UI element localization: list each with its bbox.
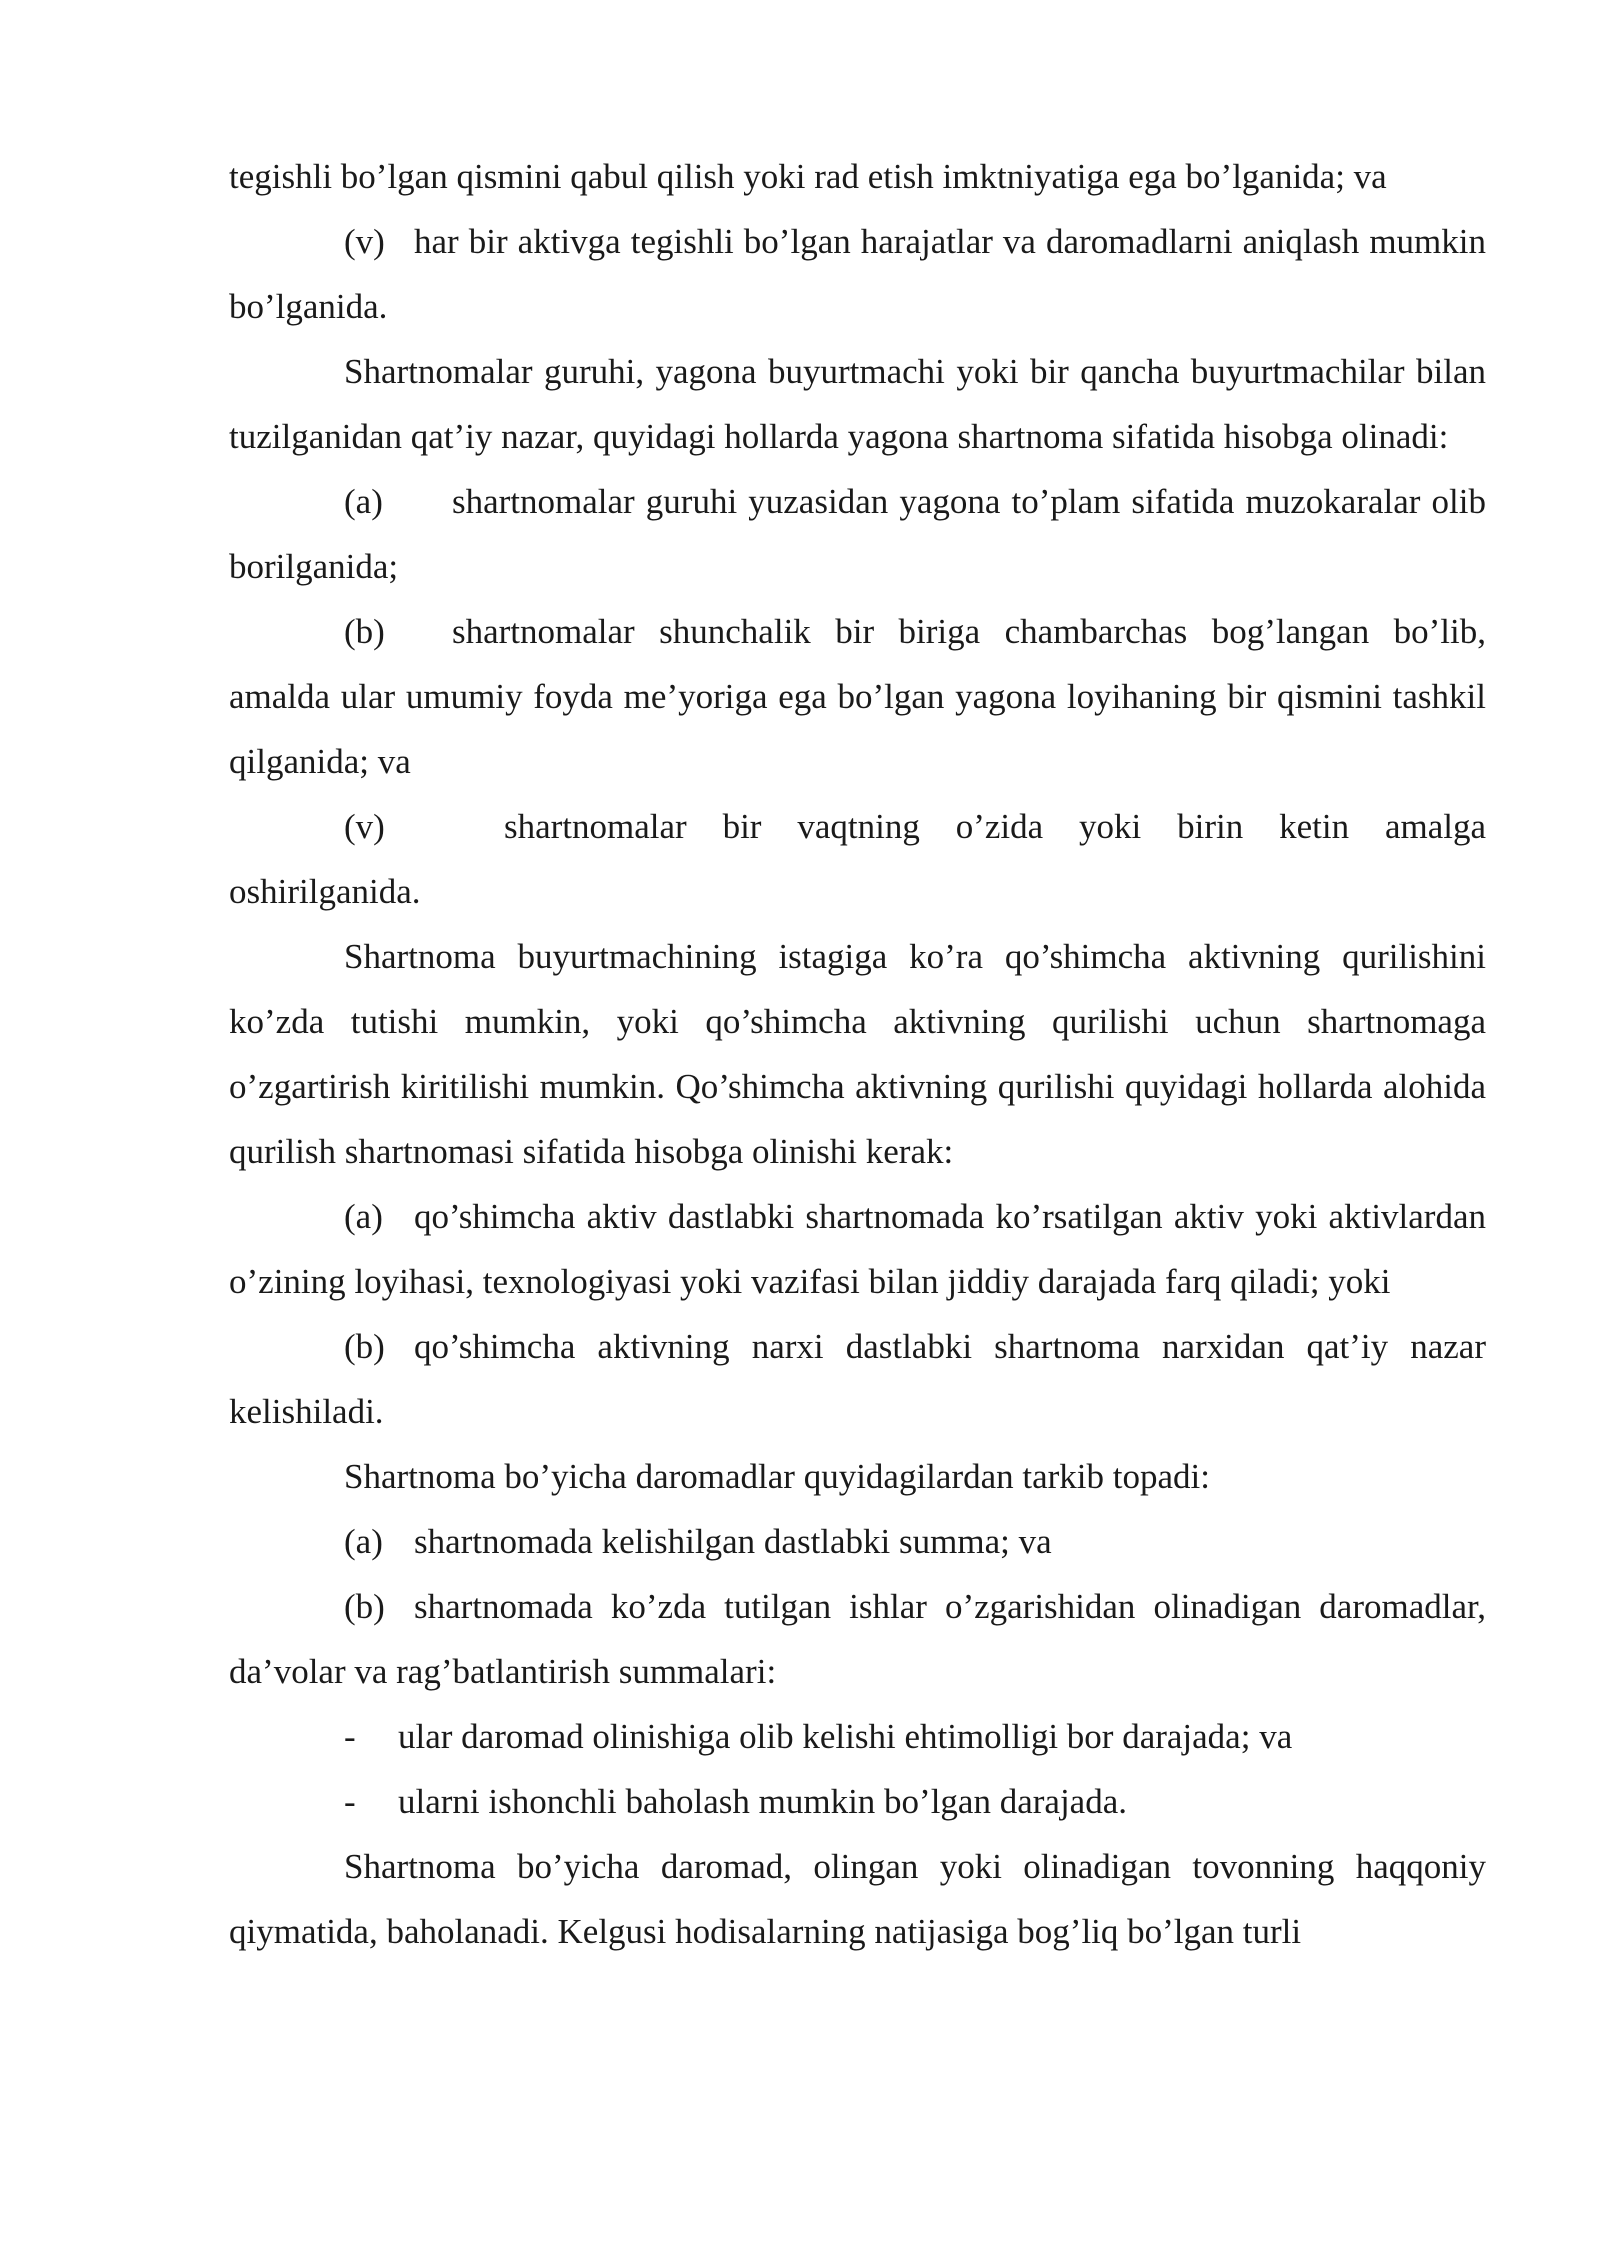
list-marker: (a) <box>344 482 383 521</box>
list-item-a-2 <box>229 1184 1486 1314</box>
list-item-text: shartnomalar guruhi yuzasidan yagona to’plam sifatida muzokaralar olib borilganida; <box>229 482 1486 586</box>
paragraph-additional-asset: Shartnoma buyurtmachining istagiga ko’ra qo’shimcha aktivning qurilishini ko’zda tutishi mumkin, yoki qo’shimcha aktivning qurilishi uchun shartnomaga o’zgartirish kiritilishi mumkin. Qo’shimcha aktivning qurilishi quyidagi hollarda alohida qurilish shartnomasi sifatida hisobga olinishi kerak: <box>229 937 1486 1171</box>
list-marker: (a) <box>344 1522 383 1561</box>
list-item-text: shartnomada ko’zda tutilgan ishlar o’zgarishidan olinadigan daromadlar, da’volar va rag’batlantirish summalari: <box>229 1587 1486 1691</box>
list-item-text: qo’shimcha aktivning narxi dastlabki shartnoma narxidan qat’iy nazar kelishiladi. <box>229 1327 1486 1431</box>
list-item-v-1 <box>229 209 1486 339</box>
list-marker: (v) <box>344 222 385 261</box>
list-marker: (v) <box>344 807 385 846</box>
list-item-dash-2 <box>229 1769 1486 1834</box>
paragraph-contract-revenue: Shartnoma bo’yicha daromadlar quyidagilardan tarkib topadi: <box>344 1457 1210 1496</box>
list-item-text: qo’shimcha aktiv dastlabki shartnomada ko’rsatilgan aktiv yoki aktivlardan o’zining loyihasi, texnologiyasi yoki vazifasi bilan jiddiy darajada farq qiladi; yoki <box>229 1197 1486 1301</box>
list-item-text: har bir aktivga tegishli bo’lgan harajatlar va daromadlarni aniqlash mumkin bo’lganida. <box>229 222 1486 326</box>
list-item-dash-1 <box>229 1704 1486 1769</box>
list-item-b-2 <box>229 1314 1486 1444</box>
list-marker: (b) <box>344 1327 385 1366</box>
list-item-b-1 <box>229 599 1486 794</box>
list-item-text: shartnomalar shunchalik bir biriga chambarchas bog’langan bo’lib, amalda ular umumiy foyda me’yoriga ega bo’lgan yagona loyihaning bir qismini tashkil qilganida; va <box>229 612 1486 781</box>
list-item-text: ular daromad olinishiga olib kelishi ehtimolligi bor darajada; va <box>398 1717 1293 1756</box>
paragraph-contract-group: Shartnomalar guruhi, yagona buyurtmachi yoki bir qancha buyurtmachilar bilan tuzilganidan qat’iy nazar, quyidagi hollarda yagona shartnoma sifatida hisobga olinadi: <box>229 352 1486 456</box>
list-item-a-3 <box>229 1509 1486 1574</box>
list-item-text: shartnomada kelishilgan dastlabki summa; va <box>414 1522 1052 1561</box>
list-marker: (b) <box>344 612 385 651</box>
list-item-text: ularni ishonchli baholash mumkin bo’lgan darajada. <box>398 1782 1127 1821</box>
list-marker: (b) <box>344 1587 385 1626</box>
paragraph-revenue-measurement: Shartnoma bo’yicha daromad, olingan yoki olinadigan tovonning haqqoniy qiymatida, baholanadi. Kelgusi hodisalarning natijasiga bog’liq bo’lgan turli <box>229 1847 1486 1951</box>
list-item-v-2 <box>229 794 1486 924</box>
list-marker: - <box>344 1782 356 1821</box>
list-item-text: shartnomalar bir vaqtning o’zida yoki birin ketin amalga oshirilganida. <box>229 807 1486 911</box>
list-item-a-1 <box>229 469 1486 599</box>
list-marker: - <box>344 1717 356 1756</box>
paragraph-continuation: tegishli bo’lgan qismini qabul qilish yoki rad etish imktniyatiga ega bo’lganida; va <box>229 157 1387 196</box>
list-marker: (a) <box>344 1197 383 1236</box>
document-body <box>229 144 1486 1964</box>
list-item-b-3 <box>229 1574 1486 1704</box>
